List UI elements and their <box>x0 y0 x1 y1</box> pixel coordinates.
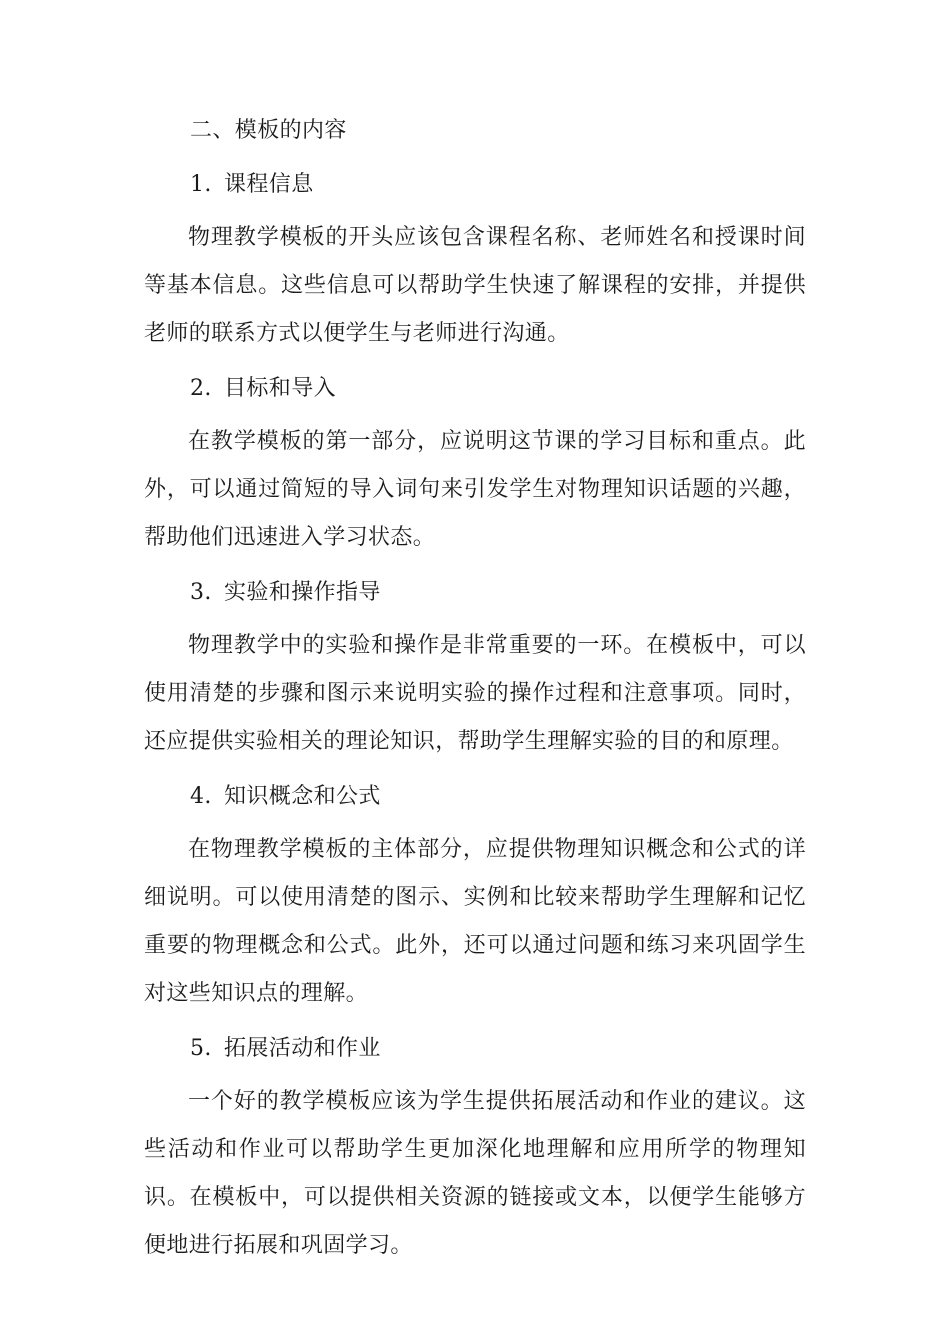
section-concepts-formulas <box>144 774 806 1018</box>
section-heading <box>144 366 806 412</box>
section-paragraph: 一个好的教学模板应该为学生提供拓展活动和作业的建议。这些活动和作业可以帮助学生更加深化地理解和应用所学的物理知识。在模板中，可以提供相关资源的链接或文本，以便学生能够方便地进行拓展和巩固学习。 <box>144 1089 806 1258</box>
section-paragraph: 在教学模板的第一部分，应说明这节课的学习目标和重点。此外，可以通过简短的导入词句来引发学生对物理知识话题的兴趣，帮助他们迅速进入学习状态。 <box>144 429 806 550</box>
section-extension-homework <box>144 1026 806 1270</box>
section-number: 3. <box>190 580 212 605</box>
section-goals-intro <box>144 366 806 562</box>
section-paragraph: 物理教学模板的开头应该包含课程名称、老师姓名和授课时间等基本信息。这些信息可以帮助学生快速了解课程的安排，并提供老师的联系方式以便学生与老师进行沟通。 <box>144 225 806 346</box>
section-heading-text: 实验和操作指导 <box>224 580 381 605</box>
section-title: 二、模板的内容 <box>190 118 347 143</box>
section-heading-text: 课程信息 <box>224 172 314 197</box>
document-body <box>144 108 806 1270</box>
section-heading <box>144 570 806 616</box>
section-heading <box>144 1026 806 1072</box>
section-experiments <box>144 570 806 766</box>
section-number: 5. <box>190 1036 212 1061</box>
section-heading <box>144 774 806 820</box>
section-heading-text: 目标和导入 <box>224 376 337 401</box>
section-heading-text: 拓展活动和作业 <box>224 1036 381 1061</box>
section-number: 2. <box>190 376 212 401</box>
section-paragraph: 物理教学中的实验和操作是非常重要的一环。在模板中，可以使用清楚的步骤和图示来说明实验的操作过程和注意事项。同时，还应提供实验相关的理论知识，帮助学生理解实验的目的和原理。 <box>144 633 806 754</box>
section-heading <box>144 162 806 208</box>
section-number: 1. <box>190 172 212 197</box>
section-course-info <box>144 162 806 358</box>
section-paragraph: 在物理教学模板的主体部分，应提供物理知识概念和公式的详细说明。可以使用清楚的图示、实例和比较来帮助学生理解和记忆重要的物理概念和公式。此外，还可以通过问题和练习来巩固学生对这些知识点的理解。 <box>144 837 806 1006</box>
section-heading-text: 知识概念和公式 <box>224 784 381 809</box>
section-number: 4. <box>190 784 212 809</box>
